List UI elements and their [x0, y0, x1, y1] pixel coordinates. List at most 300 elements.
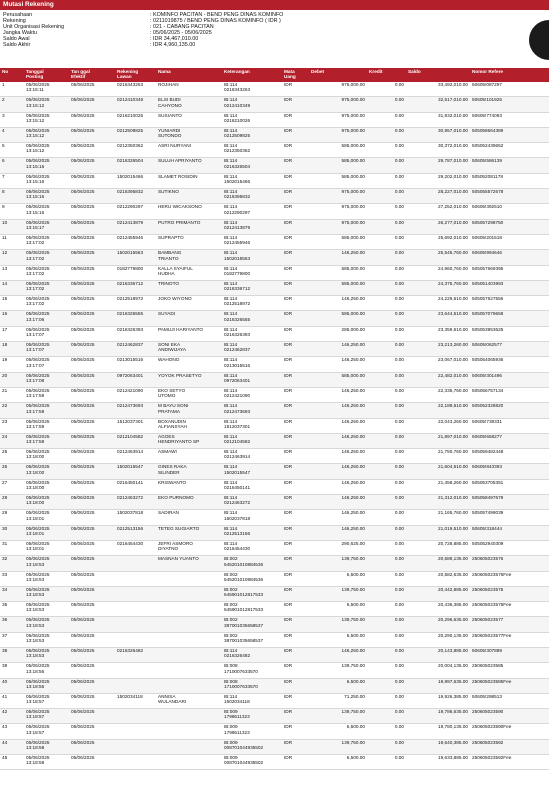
currency: IDR — [282, 280, 309, 295]
posting-date-line: 13:17:02 — [26, 240, 45, 246]
posting-date — [24, 143, 69, 158]
counterparty-name — [156, 418, 222, 433]
balance: 25,545,760.00 — [406, 250, 470, 265]
description-line: IB:114 — [224, 449, 238, 455]
posting-date-line: 13:18:00 — [26, 469, 45, 475]
posting-date-line: 05/06/2025 — [26, 311, 50, 317]
balance: 19,640,385.00 — [406, 739, 470, 754]
counterparty-name — [156, 143, 222, 158]
description — [222, 663, 282, 678]
debit-amount: 975,000.00 — [309, 97, 367, 112]
description — [222, 632, 282, 647]
description-line: IB:114 — [224, 479, 238, 485]
description — [222, 525, 282, 540]
description-line: IB:114 — [224, 280, 238, 286]
posting-date — [24, 204, 69, 219]
posting-date-line: 13:15:12 — [26, 102, 45, 108]
balance: 24,375,760.00 — [406, 280, 470, 295]
posting-date — [24, 311, 69, 326]
currency: IDR — [282, 510, 309, 525]
balance: 19,926,385.00 — [406, 693, 470, 708]
description — [222, 265, 282, 280]
posting-date-line: 13:15:16 — [26, 179, 45, 185]
posting-date — [24, 418, 69, 433]
info-value: : IDR 4,960,135.00 — [150, 42, 196, 49]
credit-amount: 0.00 — [367, 127, 406, 142]
debit-amount: 6,500.00 — [309, 755, 367, 770]
counterparty-name-line: PUTRO PRIMANTO — [158, 219, 201, 225]
reference-number: 505057669395 — [470, 265, 549, 280]
table-row — [0, 204, 549, 219]
counterparty-name-line: AGOES — [158, 433, 175, 439]
posting-date-line: 13:18:01 — [26, 515, 45, 521]
effective-date: 05/06/2025 — [69, 709, 115, 724]
reference-number: 250605023592Fee — [470, 755, 549, 770]
description — [222, 617, 282, 632]
description — [222, 97, 282, 112]
posting-date — [24, 647, 69, 662]
posting-date-line: 05/06/2025 — [26, 112, 50, 118]
balance: 19,633,885.00 — [406, 755, 470, 770]
table-row — [0, 280, 549, 295]
balance: 26,277,010.00 — [406, 219, 470, 234]
reference-number: 505052081178 — [470, 173, 549, 188]
row-number: 24 — [0, 433, 24, 448]
description — [222, 495, 282, 510]
info-label: Saldo Akhir — [3, 42, 31, 49]
counterparty-name — [156, 265, 222, 280]
counter-account: 0212421090 — [115, 387, 156, 402]
counterparty-name — [156, 709, 222, 724]
description — [222, 204, 282, 219]
table-row — [0, 571, 549, 586]
currency: IDR — [282, 617, 309, 632]
currency: IDR — [282, 127, 309, 142]
posting-date — [24, 387, 69, 402]
credit-amount: 0.00 — [367, 357, 406, 372]
credit-amount: 0.00 — [367, 403, 406, 418]
description-line: 0216454430 — [224, 546, 251, 552]
reference-number: 505052328820 — [470, 403, 549, 418]
counterparty-name-line: JOKO WIYONO — [158, 296, 192, 302]
balance: 21,604,510.00 — [406, 464, 470, 479]
currency: IDR — [282, 158, 309, 173]
effective-date: 05/06/2025 — [69, 586, 115, 601]
effective-date: 05/06/2025 — [69, 326, 115, 341]
currency: IDR — [282, 709, 309, 724]
reference-number: 505054065936 — [470, 357, 549, 372]
debit-amount: 146,250.00 — [309, 479, 367, 494]
currency: IDR — [282, 571, 309, 586]
posting-date — [24, 357, 69, 372]
currency: IDR — [282, 204, 309, 219]
counterparty-name — [156, 372, 222, 387]
column-header-line: Debet — [311, 69, 325, 74]
description — [222, 127, 282, 142]
posting-date-line: 13:17:59 — [26, 423, 45, 429]
counterparty-name-line: YUNIARDI — [158, 127, 181, 133]
posting-date-line: 13:18:57 — [26, 714, 45, 720]
floating-circle-button[interactable] — [529, 20, 549, 60]
table-row — [0, 663, 549, 678]
currency: IDR — [282, 372, 309, 387]
row-number: 43 — [0, 724, 24, 739]
table-row — [0, 265, 549, 280]
description-line: IB:114 — [224, 495, 238, 501]
description-line: IB:009 — [224, 755, 238, 761]
effective-date: 05/06/2025 — [69, 663, 115, 678]
info-row — [3, 42, 303, 48]
counterparty-name — [156, 296, 222, 311]
currency: IDR — [282, 326, 309, 341]
counter-account — [115, 739, 156, 754]
currency: IDR — [282, 739, 309, 754]
debit-amount: 146,250.00 — [309, 510, 367, 525]
balance: 21,897,010.00 — [406, 433, 470, 448]
description-line: IB:114 — [224, 510, 238, 516]
report-title: Mutasi Rekening — [3, 1, 54, 8]
credit-amount: 0.00 — [367, 755, 406, 770]
effective-date: 05/06/2025 — [69, 479, 115, 494]
posting-date-line: 05/06/2025 — [26, 632, 50, 638]
reference-number: 50605!774093 — [470, 112, 549, 127]
table-row — [0, 464, 549, 479]
debit-amount: 139,750.00 — [309, 586, 367, 601]
effective-date: 05/06/2025 — [69, 342, 115, 357]
posting-date-line: 05/06/2025 — [26, 280, 50, 286]
posting-date-line: 05/06/2025 — [26, 678, 50, 684]
debit-amount: 146,250.00 — [309, 449, 367, 464]
counter-account — [115, 586, 156, 601]
posting-date-line: 05/06/2025 — [26, 647, 50, 653]
balance: 19,997,635.00 — [406, 678, 470, 693]
column-header — [367, 68, 406, 82]
counter-account: 0972063401 — [115, 372, 156, 387]
description — [222, 571, 282, 586]
description-line: 1502015466 — [224, 179, 251, 185]
description-line: IB:002 — [224, 632, 238, 638]
description — [222, 479, 282, 494]
description-line: IB:114 — [224, 525, 238, 531]
currency: IDR — [282, 525, 309, 540]
posting-date-line: 13:18:01 — [26, 546, 45, 552]
posting-date-line: 13:18:00 — [26, 500, 45, 506]
row-number: 9 — [0, 204, 24, 219]
description-line: 645901012817533 — [224, 592, 264, 598]
info-value: : 05/06/2025 - 05/06/2025 — [150, 30, 212, 37]
posting-date — [24, 158, 69, 173]
counterparty-name-line: TETEG SUGIARTO — [158, 525, 200, 531]
counterparty-name — [156, 602, 222, 617]
debit-amount: 975,000.00 — [309, 189, 367, 204]
row-number: 21 — [0, 387, 24, 402]
column-header — [24, 68, 69, 82]
reference-number: 505058664389 — [470, 127, 549, 142]
table-row — [0, 525, 549, 540]
counterparty-name-line: HERU WICAKSONO — [158, 204, 202, 210]
posting-date-line: 13:18:01 — [26, 530, 45, 536]
description-line: IB:114 — [224, 326, 238, 332]
counterparty-name-line: HENDRIYANTO SP — [158, 439, 200, 445]
effective-date: 05/06/2025 — [69, 602, 115, 617]
counter-account: 0216454430 — [115, 540, 156, 555]
info-label: Saldo Awal — [3, 36, 30, 43]
description — [222, 387, 282, 402]
credit-amount: 0.00 — [367, 372, 406, 387]
counterparty-name-line: SUPRAPTO — [158, 234, 184, 240]
effective-date: 05/06/2025 — [69, 755, 115, 770]
effective-date: 05/06/2025 — [69, 617, 115, 632]
row-number: 18 — [0, 342, 24, 357]
currency: IDR — [282, 250, 309, 265]
info-label: Jangka Waktu — [3, 30, 37, 37]
posting-date-line: 05/06/2025 — [26, 571, 50, 577]
description-line: 0212462837 — [224, 347, 251, 353]
credit-amount: 0.00 — [367, 479, 406, 494]
posting-date-line: 13:17:02 — [26, 255, 45, 261]
description — [222, 143, 282, 158]
debit-amount: 285,000.00 — [309, 326, 367, 341]
currency: IDR — [282, 632, 309, 647]
table-row — [0, 97, 549, 112]
credit-amount: 0.00 — [367, 663, 406, 678]
counterparty-name — [156, 556, 222, 571]
currency: IDR — [282, 97, 309, 112]
description-line: 1502015547 — [224, 469, 251, 475]
counterparty-name-line: HUDHA — [158, 270, 175, 276]
posting-date-line: 05/06/2025 — [26, 464, 50, 470]
credit-amount: 0.00 — [367, 617, 406, 632]
reference-number: 505059482448 — [470, 449, 549, 464]
counter-account: 0212463272 — [115, 495, 156, 510]
row-number: 40 — [0, 678, 24, 693]
credit-amount: 0.00 — [367, 418, 406, 433]
counterparty-name-line: BOXANUDIN — [158, 418, 186, 424]
description — [222, 709, 282, 724]
info-value: : KOMINFO PACITAN - BEND PENG DINAS KOMINFO — [150, 12, 284, 18]
posting-date — [24, 127, 69, 142]
balance: 31,932,010.00 — [406, 112, 470, 127]
description-line: 0216326482 — [224, 653, 251, 659]
table-row — [0, 234, 549, 249]
effective-date: 05/06/2025 — [69, 540, 115, 555]
credit-amount: 0.00 — [367, 342, 406, 357]
reference-number: 50605!994646 — [470, 250, 549, 265]
effective-date: 05/06/2025 — [69, 525, 115, 540]
counter-account: 0216326555 — [115, 311, 156, 326]
currency: IDR — [282, 647, 309, 662]
debit-amount: 146,250.00 — [309, 387, 367, 402]
counterparty-name — [156, 204, 222, 219]
balance: 22,482,010.00 — [406, 372, 470, 387]
currency: IDR — [282, 189, 309, 204]
counterparty-name-line: SADIRAN — [158, 510, 179, 516]
description-line: IB:009 — [224, 739, 238, 745]
table-row — [0, 495, 549, 510]
row-number: 33 — [0, 571, 24, 586]
balance: 21,019,510.00 — [406, 525, 470, 540]
reference-number: 250605023585Fee — [470, 678, 549, 693]
description-line: 0212513156 — [224, 530, 251, 536]
description-line: 645201010884536 — [224, 576, 264, 582]
reference-number: 50605!392510 — [470, 204, 549, 219]
counter-account: 0212350362 — [115, 143, 156, 158]
counter-account — [115, 617, 156, 632]
description-line: IB:002 — [224, 617, 238, 623]
posting-date-line: 05/06/2025 — [26, 326, 50, 332]
description-line: 0212473693 — [224, 408, 251, 414]
posting-date-line: 13:18:00 — [26, 454, 45, 460]
info-value: : IDR 34,467,010.00 — [150, 36, 199, 43]
table-row — [0, 724, 549, 739]
description-line: 1798611323 — [224, 714, 250, 720]
credit-amount: 0.00 — [367, 112, 406, 127]
description-line: IB:114 — [224, 357, 238, 363]
currency: IDR — [282, 219, 309, 234]
reference-number: 50605!307889 — [470, 647, 549, 662]
counterparty-name — [156, 647, 222, 662]
table-header-row — [0, 68, 549, 82]
posting-date-line: 13:18:56 — [26, 668, 45, 674]
counter-account — [115, 709, 156, 724]
credit-amount: 0.00 — [367, 709, 406, 724]
reference-number: 50605!843393 — [470, 464, 549, 479]
posting-date — [24, 464, 69, 479]
reference-number: 50605!298513 — [470, 693, 549, 708]
column-header-line: Rekening — [117, 69, 139, 74]
description-line: 008701044935502 — [224, 760, 264, 766]
counter-account: 0212290297 — [115, 204, 156, 219]
description-line: 0212463272 — [224, 500, 251, 506]
posting-date — [24, 479, 69, 494]
counter-account: 1502015563 — [115, 250, 156, 265]
description — [222, 372, 282, 387]
balance: 28,227,010.00 — [406, 189, 470, 204]
posting-date — [24, 556, 69, 571]
counterparty-name-line: ANNISA — [158, 693, 176, 699]
debit-amount: 6,500.00 — [309, 571, 367, 586]
posting-date-line: 13:17:07 — [26, 332, 45, 338]
counterparty-name-line: SUYADI — [158, 311, 176, 317]
table-row — [0, 632, 549, 647]
effective-date: 05/06/2025 — [69, 678, 115, 693]
counter-account: 1502034118 — [115, 693, 156, 708]
currency: IDR — [282, 449, 309, 464]
description — [222, 602, 282, 617]
row-number: 5 — [0, 143, 24, 158]
row-number: 36 — [0, 617, 24, 632]
description — [222, 510, 282, 525]
balance: 20,728,885.00 — [406, 540, 470, 555]
currency: IDR — [282, 724, 309, 739]
column-header — [222, 68, 282, 82]
credit-amount: 0.00 — [367, 326, 406, 341]
table-row — [0, 387, 549, 402]
effective-date: 05/06/2025 — [69, 82, 115, 97]
counterparty-name-line: SLAMET ROSIDIN — [158, 173, 198, 179]
posting-date-line: 13:17:06 — [26, 316, 45, 322]
balance: 20,442,885.00 — [406, 586, 470, 601]
counter-account — [115, 678, 156, 693]
counterparty-name-line: GINES RAKA — [158, 464, 187, 470]
description-line: 0216395832 — [224, 194, 251, 200]
debit-amount: 146,250.00 — [309, 342, 367, 357]
currency: IDR — [282, 418, 309, 433]
description-line: 0216343263 — [224, 87, 251, 93]
table-row — [0, 709, 549, 724]
info-value: : 0211019875 / BEND PENG DINAS KOMINFO ( IDR ) — [150, 18, 281, 25]
row-number: 37 — [0, 632, 24, 647]
reference-number: 250605023576 — [470, 556, 549, 571]
counterparty-name — [156, 173, 222, 188]
effective-date: 05/06/2025 — [69, 403, 115, 418]
counter-account: 0216326393 — [115, 326, 156, 341]
debit-amount: 290,625.00 — [309, 540, 367, 555]
effective-date: 05/06/2025 — [69, 495, 115, 510]
info-label: Rekening — [3, 18, 26, 25]
counterparty-name — [156, 82, 222, 97]
debit-amount: 139,750.00 — [309, 663, 367, 678]
row-number: 42 — [0, 709, 24, 724]
credit-amount: 0.00 — [367, 97, 406, 112]
table-row — [0, 647, 549, 662]
counterparty-name — [156, 280, 222, 295]
description — [222, 755, 282, 770]
balance: 25,692,010.00 — [406, 234, 470, 249]
table-row — [0, 158, 549, 173]
description-line: IB:114 — [224, 265, 238, 271]
debit-amount: 146,250.00 — [309, 357, 367, 372]
counterparty-name-line: TRIANTO — [158, 255, 179, 261]
posting-date — [24, 739, 69, 754]
posting-date — [24, 234, 69, 249]
counterparty-name — [156, 724, 222, 739]
row-number: 34 — [0, 586, 24, 601]
table-row — [0, 755, 549, 770]
description-line: 0182779800 — [224, 270, 251, 276]
balance: 33,492,010.00 — [406, 82, 470, 97]
table-row — [0, 602, 549, 617]
posting-date-line: 13:18:57 — [26, 729, 45, 735]
posting-date — [24, 250, 69, 265]
balance: 21,312,010.00 — [406, 495, 470, 510]
table-row — [0, 479, 549, 494]
currency: IDR — [282, 173, 309, 188]
posting-date — [24, 571, 69, 586]
effective-date: 05/06/2025 — [69, 112, 115, 127]
column-header-line: Tan ggal — [71, 69, 90, 74]
description-line: IB:114 — [224, 158, 238, 164]
description — [222, 250, 282, 265]
description — [222, 647, 282, 662]
effective-date: 05/06/2025 — [69, 418, 115, 433]
column-header-line: Kredit — [369, 69, 383, 74]
reference-number: 50605!658277 — [470, 433, 549, 448]
description — [222, 173, 282, 188]
credit-amount: 0.00 — [367, 602, 406, 617]
posting-date-line: 05/06/2025 — [26, 755, 50, 761]
counter-account: 0213015516 — [115, 357, 156, 372]
description-line: 645901012817533 — [224, 607, 264, 613]
credit-amount: 0.00 — [367, 311, 406, 326]
reference-number: 505053953625 — [470, 326, 549, 341]
debit-amount: 146,250.00 — [309, 525, 367, 540]
description-line: 387001035658537 — [224, 622, 264, 628]
description-line: IB:114 — [224, 219, 238, 225]
posting-date — [24, 342, 69, 357]
posting-date — [24, 540, 69, 555]
table-row — [0, 143, 549, 158]
